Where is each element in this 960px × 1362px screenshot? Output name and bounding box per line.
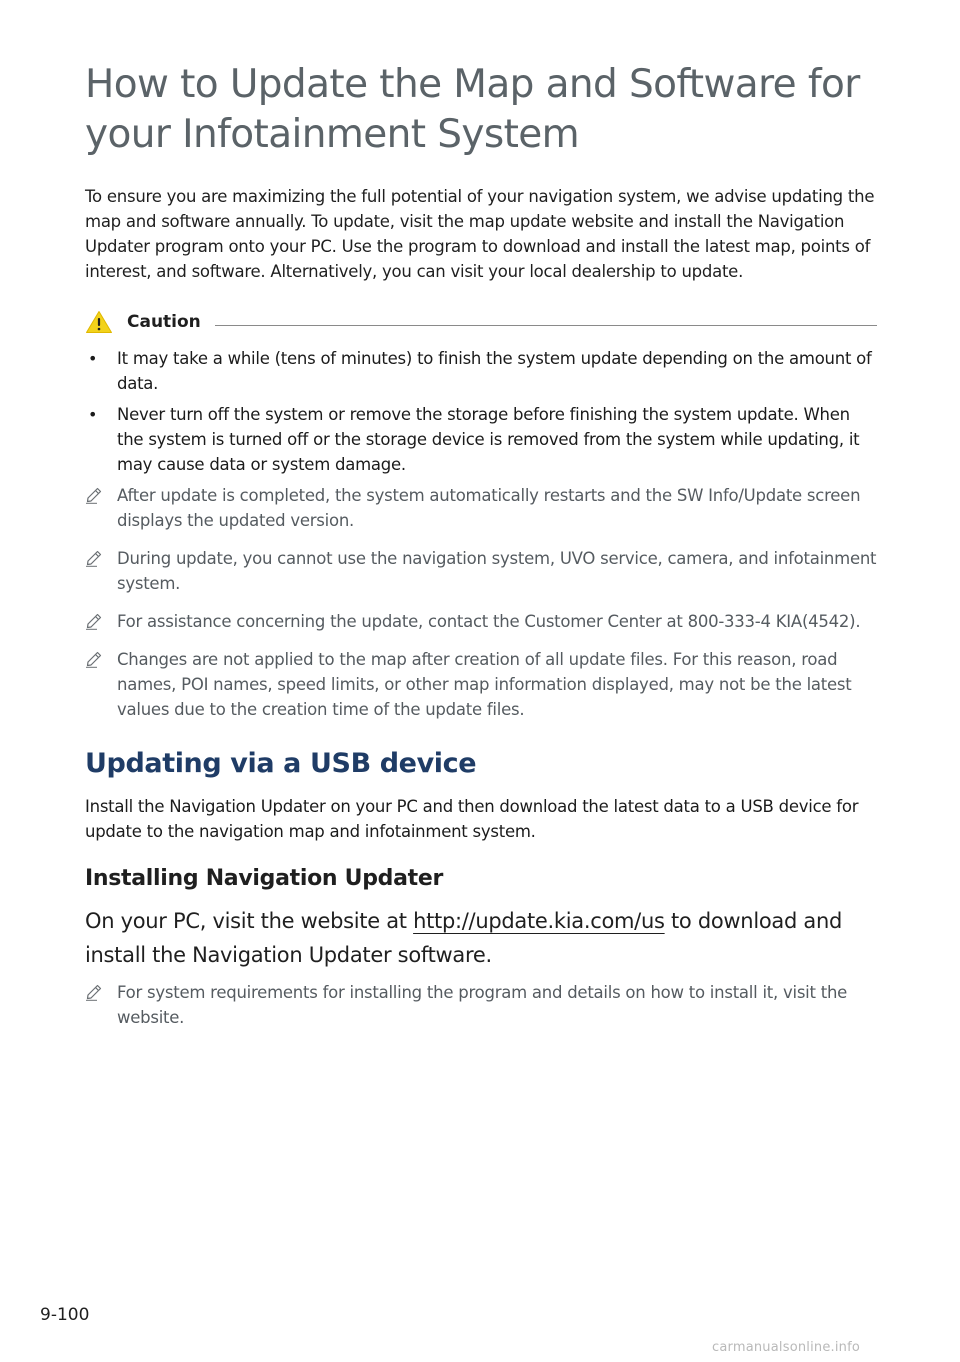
note-item xyxy=(85,980,877,1030)
pencil-note-icon xyxy=(85,983,103,1001)
install-step-text-after: to download and install the Navigation Updater software. xyxy=(85,909,842,967)
warning-triangle-icon xyxy=(85,310,113,334)
page-number: 9-100 xyxy=(40,1305,90,1325)
pencil-note-icon xyxy=(85,486,103,504)
update-website-link[interactable]: http://update.kia.com/us xyxy=(413,909,665,933)
bullet-dot-icon: • xyxy=(88,405,98,424)
caution-item xyxy=(85,346,877,396)
caution-item xyxy=(85,402,877,477)
page-title-line-1: How to Update the Map and Software for xyxy=(85,62,860,107)
note-text: For assistance concerning the update, contact the Customer Center at 800-333-4 KIA(4542). xyxy=(117,612,861,631)
subsection-heading: Installing Navigation Updater xyxy=(85,866,444,891)
intro-paragraph: To ensure you are maximizing the full potential of your navigation system, we advise updating the map and software annually. To update, visit the map update website and install the Navigation Updater program onto your PC. Use the program to download and install the latest map, points of interest, and software. Alternatively, you can visit your local dealership to update. xyxy=(85,187,875,281)
note-text: Changes are not applied to the map after creation of all update files. For this reason, road names, POI names, speed limits, or other map information displayed, may not be the latest values due to the creation time of the update files. xyxy=(117,650,852,719)
note-item xyxy=(85,647,877,722)
install-step xyxy=(85,904,877,972)
note-text: For system requirements for installing the program and details on how to install it, visit the website. xyxy=(117,983,848,1027)
notes-list xyxy=(85,483,877,722)
note-text: After update is completed, the system automatically restarts and the SW Info/Update screen displays the updated version. xyxy=(117,486,861,530)
caution-label: Caution xyxy=(127,312,201,332)
page-title xyxy=(85,60,877,160)
caution-header xyxy=(85,310,877,334)
note-item xyxy=(85,546,877,596)
section-heading: Updating via a USB device xyxy=(85,748,477,779)
note-text: During update, you cannot use the navigation system, UVO service, camera, and infotainment system. xyxy=(117,549,877,593)
step-notes-list xyxy=(85,980,877,1030)
caution-item-text: It may take a while (tens of minutes) to finish the system update depending on the amount of data. xyxy=(117,349,872,393)
pencil-note-icon xyxy=(85,612,103,630)
note-item xyxy=(85,483,877,533)
caution-item-text: Never turn off the system or remove the storage before finishing the system update. When the system is turned off or the storage device is removed from the system while updating, it may cause data or system damage. xyxy=(117,405,860,474)
page-title-line-2: your Infotainment System xyxy=(85,112,580,157)
page-content xyxy=(85,60,877,1043)
caution-divider xyxy=(215,325,877,326)
bullet-dot-icon: • xyxy=(88,349,98,368)
install-step-text-before: On your PC, visit the website at xyxy=(85,909,414,933)
caution-list xyxy=(85,346,877,477)
note-item xyxy=(85,609,877,634)
section-intro: Install the Navigation Updater on your PC and then download the latest data to a USB device for update to the navigation map and infotainment system. xyxy=(85,797,859,841)
watermark: carmanualsonline.info xyxy=(712,1340,861,1355)
pencil-note-icon xyxy=(85,549,103,567)
pencil-note-icon xyxy=(85,650,103,668)
